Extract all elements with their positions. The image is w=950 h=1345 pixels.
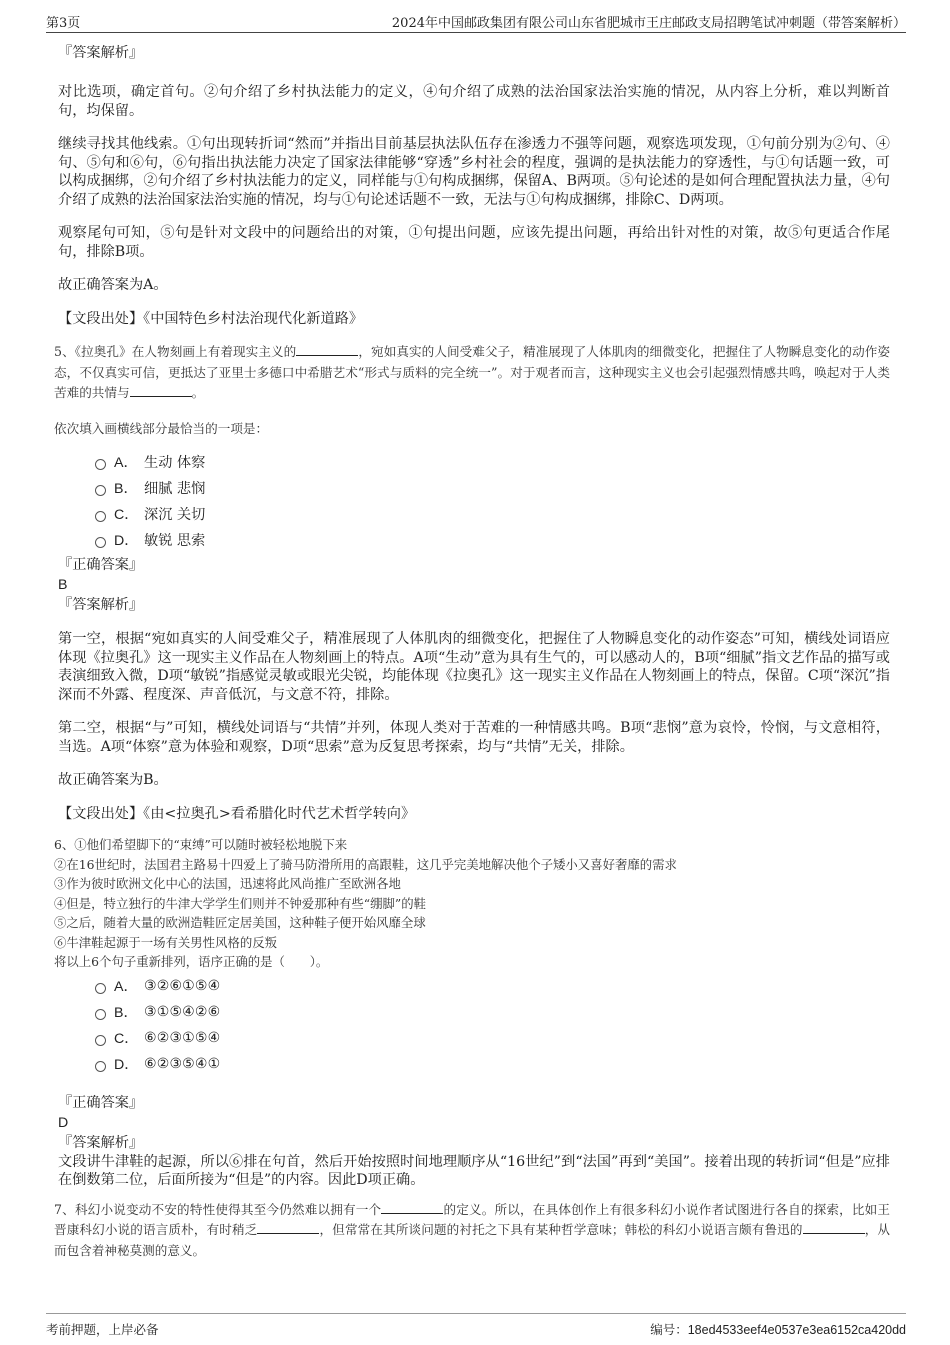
footer-code-label: 编号： — [650, 1322, 688, 1337]
q5-option-b[interactable]: B． 细腻 悲悯 — [95, 475, 890, 501]
q5-option-a[interactable]: A． 生动 体察 — [95, 449, 890, 475]
q4-analysis-para-3: 观察尾句可知，⑤句是针对文段中的问题给出的对策，①句提出问题，应该先提出问题，再给出针对性的对策，故⑤句更适合作尾句，排除B项。 — [58, 225, 890, 260]
q5-option-c[interactable]: C． 深沉 关切 — [95, 501, 890, 527]
q5-source: 【文段出处】《由<拉奥孔>看希腊化时代艺术哲学转向》 — [58, 805, 416, 822]
radio-button[interactable] — [95, 1035, 106, 1046]
q4-source: 【文段出处】《中国特色乡村法治现代化新道路》 — [58, 310, 364, 327]
blank-line — [257, 1221, 319, 1234]
radio-button[interactable] — [95, 1061, 106, 1072]
q5-conclusion: 故正确答案为B。 — [58, 772, 168, 788]
q5-options — [58, 449, 890, 553]
q6-line: ③作为彼时欧洲文化中心的法国，迅速将此风尚推广至欧洲各地 — [54, 876, 401, 891]
q5-analysis-label: 『答案解析』 — [58, 597, 144, 613]
q6-correct-answer: D — [58, 1114, 69, 1131]
document-body — [54, 40, 891, 1261]
q5-correct-answer: B — [58, 577, 68, 593]
q5-stem — [54, 342, 890, 404]
footer-code-value: 18ed4533eef4e0537e3ea6152ca420dd — [687, 1323, 906, 1337]
q6-option-a[interactable]: A． ③②⑥①⑤④ — [95, 973, 890, 999]
q4-conclusion: 故正确答案为A。 — [58, 277, 168, 293]
q6-line: ④但是，特立独行的牛津大学学生们则并不钟爱那种有些“绷脚”的鞋 — [54, 895, 426, 911]
q6-instruction: 将以上6个句子重新排列，语序正确的是（ ）。 — [54, 954, 329, 969]
footer-code — [650, 1320, 906, 1338]
footer-slogan: 考前押题，上岸必备 — [46, 1322, 159, 1337]
q7-stem-part-2: 的定义。所以，在具体创作上有很多科幻小说作者试图进行各自的探索，比如王晋康科幻小说的语言质朴，有时稍乏 — [54, 1201, 891, 1237]
blank-line — [381, 1201, 443, 1214]
q5-stem-part-2: ，宛如真实的人间受难父子，精准展现了人体肌肉的细微变化，把握住了人物瞬息变化的动作姿态，不仅真实可信，更抵达了亚里士多德口中希腊艺术“形式与质料的完全统一”。对于观者而言，这种现实主义也会引起强烈情感共鸣，唤起对于人类苦难的共情与 — [54, 344, 891, 400]
q5-analysis-para-2: 第二空，根据“与”可知，横线处词语与“共情”并列，体现人类对于苦难的一种情感共鸣。B项“悲悯”意为哀怜，怜悯，与文意相符，当选。A项“体察”意为体验和观察，D项“思索”意为反复思考探索，均与“共情”无关，排除。 — [58, 720, 890, 755]
q6-analysis-para-1: 文段讲牛津鞋的起源，所以⑥排在句首，然后开始按照时间地理顺序从“16世纪”到“法国”再到“美国”。接着出现的转折词“但是”应排在倒数第二位，后面所接为“但是”的内容。因此D项正确。 — [58, 1153, 890, 1188]
q7-stem-part-3: ，但常常在其所谈问题的衬托之下具有某种哲学意味；韩松的科幻小说语言颇有鲁迅的 — [319, 1222, 803, 1237]
radio-button[interactable] — [95, 1009, 106, 1020]
q6-line: ②在16世纪时，法国君主路易十四爱上了骑马防滑所用的高跟鞋，这几乎完美地解决他个子矮小又喜好奢靡的需求 — [54, 856, 677, 872]
page-header — [46, 8, 906, 33]
q6-option-b[interactable]: B． ③①⑤④②⑥ — [95, 999, 890, 1025]
q5-instruction: 依次填入画横线部分最恰当的一项是： — [54, 420, 269, 436]
q7-stem-part-1: 7、科幻小说变动不安的特性使得其至今仍然难以拥有一个 — [54, 1201, 382, 1217]
q5-analysis-para-1: 第一空，根据“宛如真实的人间受难父子，精准展现了人体肌肉的细微变化，把握住了人物瞬息变化的动作姿态”可知，横线处词语应体现《拉奥孔》这一现实主义作品在人物刻画上的特点。A项“生动”意为具有生气的，可以感动人的，B项“细腻”指文艺作品的描写或表演细致入微，D项“敏锐”指感觉灵敏或眼光尖锐，均能体现《拉奥孔》这一现实主义作品在人物刻画上的特点，保留。C项“深沉”指深而不外露、程度深、声音低沉，与文意不符，排除。 — [58, 631, 890, 703]
q7-stem — [54, 1200, 890, 1262]
radio-button[interactable] — [95, 459, 106, 470]
blank-line — [803, 1221, 865, 1234]
q6-option-c[interactable]: C． ⑥②③①⑤④ — [95, 1025, 890, 1051]
blank-line — [296, 343, 358, 356]
q4-analysis-label: 『答案解析』 — [58, 45, 144, 61]
document-title: 2024年中国邮政集团有限公司山东省肥城市王庄邮政支局招聘笔试冲刺题（带答案解析） — [391, 16, 906, 31]
q6-line: 6、①他们希望脚下的“束缚”可以随时被轻松地脱下来 — [54, 837, 348, 852]
radio-button[interactable] — [95, 537, 106, 548]
q5-correct-label: 『正确答案』 — [58, 557, 144, 573]
q6-correct-label: 『正确答案』 — [58, 1094, 144, 1111]
q6-options — [58, 973, 890, 1077]
page-footer — [46, 1313, 906, 1342]
q6-stem — [54, 835, 890, 972]
radio-button[interactable] — [95, 511, 106, 522]
page-number: 第3页 — [46, 16, 81, 31]
radio-button[interactable] — [95, 485, 106, 496]
q6-line: ⑥牛津鞋起源于一场有关男性风格的反叛 — [54, 934, 278, 950]
q4-analysis-para-1: 对比选项，确定首句。②句介绍了乡村执法能力的定义，④句介绍了成熟的法治国家法治实施的情况，从内容上分析，难以判断首句，均保留。 — [58, 84, 890, 119]
q5-stem-part-3: 。 — [191, 385, 205, 400]
q7-stem-part-4: ，从而包含着神秘莫测的意义。 — [54, 1222, 891, 1258]
q5-option-d[interactable]: D． 敏锐 思索 — [95, 527, 890, 553]
q6-analysis-label: 『答案解析』 — [58, 1134, 144, 1151]
q6-option-d[interactable]: D． ⑥②③⑤④① — [95, 1051, 890, 1077]
q6-line: ⑤之后，随着大量的欧洲造鞋匠定居美国，这种鞋子便开始风靡全球 — [54, 915, 426, 930]
q5-stem-part-1: 5、《拉奥孔》在人物刻画上有着现实主义的 — [54, 344, 297, 359]
q4-analysis-para-2: 继续寻找其他线索。①句出现转折词“然而”并指出目前基层执法队伍存在渗透力不强等问题，观察选项发现，①句前分别为②句、④句、⑤句和⑥句，⑥句指出执法能力决定了国家法律能够“穿透”乡村社会的程度，强调的是执法能力的穿透性，与①句话题一致，可以构成捆绑，②句介绍了乡村执法能力的定义，同样能与①句构成捆绑，保留A、B两项。⑤句论述的是如何合理配置执法力量，④句介绍了成熟的法治国家法治实施的情况，均与①句论述话题不一致，无法与①句构成捆绑，排除C、D两项。 — [58, 136, 890, 208]
radio-button[interactable] — [95, 983, 106, 994]
blank-line — [130, 384, 192, 397]
